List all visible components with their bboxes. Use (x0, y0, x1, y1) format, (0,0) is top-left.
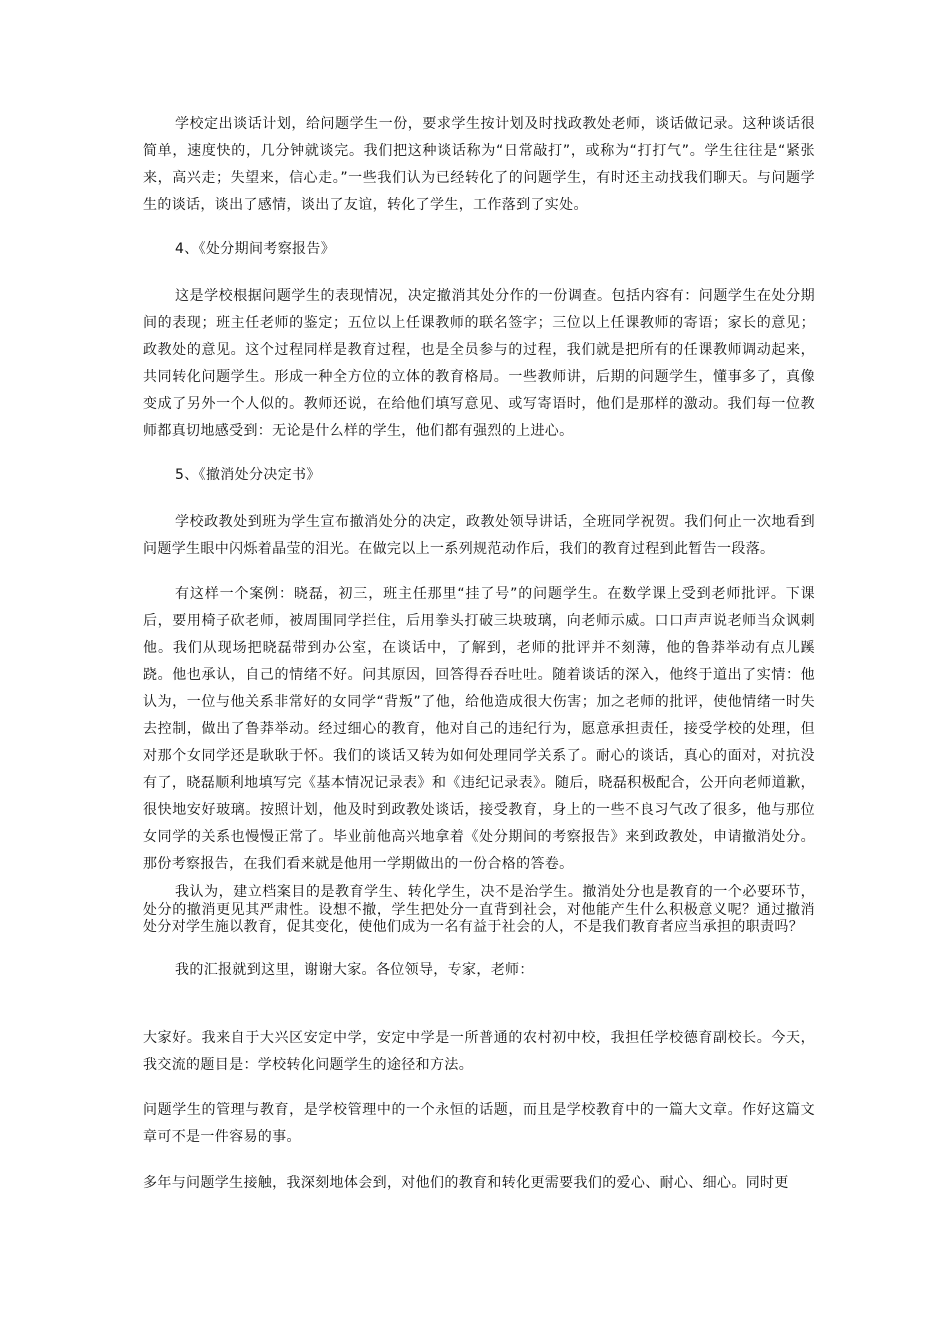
paragraph-probation-report: 这是学校根据问题学生的表现情况，决定撤消其处分作的一份调查。包括内容有：问题学生在处分期间的表现；班主任老师的鉴定；五位以上任课教师的联名签字；三位以上任课教师的寄语；家长的意见；政教处的意见。这个过程同样是教育过程，也是全员参与的过程，我们就是把所有的任课教师调动起来，共同转化问题学生。形成一种全方位的立体的教育格局。一些教师讲，后期的问题学生，懂事多了，真像变成了另外一个人似的。教师还说，在给他们填写意见、或写寄语时，他们是那样的激动。我们每一位教师都真切地感受到：无论是什么样的学生，他们都有强烈的上进心。 (143, 288, 815, 439)
paragraph-revocation-decision: 学校政教处到班为学生宣布撤消处分的决定，政教处领导讲话，全班同学祝贺。我们何止一次地看到问题学生眼中闪烁着晶莹的泪光。在做完以上一系列规范动作后，我们的教育过程到此暂告一段落。 (143, 514, 815, 557)
paragraph-experience: 多年与问题学生接触，我深刻地体会到，对他们的教育和转化更需要我们的爱心、耐心、细心。同时更 (143, 1175, 789, 1191)
paragraph-case-study: 有这样一个案例：晓磊，初三，班主任那里“挂了号”的问题学生。在数学课上受到老师批评。下课后，要用椅子砍老师，被周围同学拦住，后用拳头打破三块玻璃，向老师示威。口口声声说老师当众讽刺他。我们从现场把晓磊带到办公室，在谈话中，了解到，老师的批评并不刻薄，他的鲁莽举动有点儿蹊跷。他也承认，自己的情绪不好。问其原因，回答得吞吞吐吐。随着谈话的深入，他终于道出了实情：他认为，一位与他关系非常好的女同学“背叛”了他，给他造成很大伤害；加之老师的批评，使他情绪一时失去控制，做出了鲁莽举动。经过细心的教育，他对自己的违纪行为，愿意承担责任，接受学校的处理，但对那个女同学还是耿耿于怀。我们的谈话又转为如何处理同学关系了。耐心的谈话，真心的面对，对抗没有了，晓磊顺利地填写完《基本情况记录表》和《违纪记录表》。随后，晓磊积极配合，公开向老师道歉，很快地安好玻璃。按照计划，他及时到政教处谈话，接受教育，身上的一些不良习气改了很多，他与那位女同学的关系也慢慢正常了。毕业前他高兴地拿着《处分期间的考察报告》来到政教处，申请撤消处分。那份考察报告，在我们看来就是他用一学期做出的一份合格的答卷。 (143, 586, 815, 872)
paragraph-opinion: 我认为，建立档案目的是教育学生、转化学生，决不是治学生。撤消处分也是教育的一个必要环节，处分的撤消更见其严肃性。设想不撤，学生把处分一直背到社会，对他能产生什么积极意义呢？通过撤消处分对学生施以教育，促其变化，使他们成为一名有益于社会的人，不是我们教育者应当承担的职责吗？ (143, 884, 815, 935)
paragraph-daily-talk: 学校定出谈话计划，给问题学生一份，要求学生按计划及时找政教处老师，谈话做记录。这种谈话很简单，速度快的，几分钟就谈完。我们把这种谈话称为“日常敲打”，或称为“打打气”。学生往往是“紧张来，高兴走；失望来，信心走。”一些我们认为已经转化了的问题学生，有时还主动找我们聊天。与问题学生的谈话，谈出了感情，谈出了友谊，转化了学生，工作落到了实处。 (143, 116, 815, 213)
paragraph-management-topic: 问题学生的管理与教育，是学校管理中的一个永恒的话题，而且是学校教育中的一篇大文章。作好这篇文章可不是一件容易的事。 (143, 1102, 815, 1145)
paragraph-closing: 我的汇报就到这里，谢谢大家。各位领导，专家，老师： (175, 962, 534, 978)
paragraph-introduction: 大家好。我来自于大兴区安定中学，安定中学是一所普通的农村初中校，我担任学校德育副校长。今天，我交流的题目是：学校转化问题学生的途径和方法。 (143, 1030, 815, 1073)
heading-section-4: 4、《处分期间考察报告》 (175, 241, 336, 257)
heading-section-5: 5、《撤消处分决定书》 (175, 467, 321, 483)
